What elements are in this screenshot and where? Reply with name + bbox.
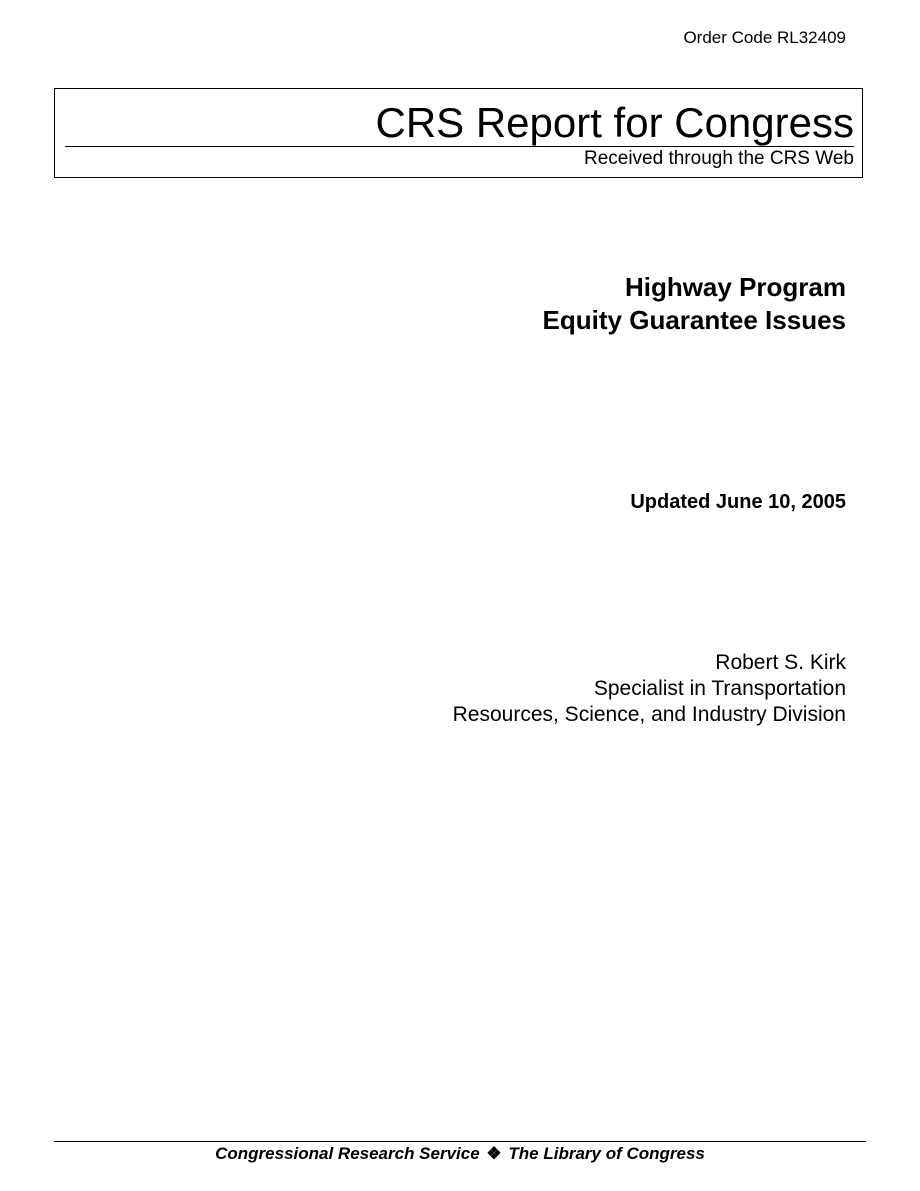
footer-library: The Library of Congress	[508, 1144, 705, 1163]
report-title-line-1: Highway Program	[624, 272, 846, 302]
header-title: CRS Report for Congress	[375, 99, 854, 146]
report-title	[543, 271, 846, 337]
footer-divider	[54, 1141, 866, 1142]
report-header-box	[54, 88, 863, 178]
header-divider	[65, 146, 854, 147]
footer-org: Congressional Research Service	[215, 1144, 480, 1163]
order-code: Order Code RL32409	[683, 28, 846, 47]
author-division: Resources, Science, and Industry Division	[452, 703, 846, 726]
updated-date: Updated June 10, 2005	[630, 491, 846, 513]
diamond-separator-icon: ❖	[486, 1144, 502, 1163]
footer	[54, 1143, 866, 1165]
author-block	[453, 650, 846, 728]
report-title-line-2: Equity Guarantee Issues	[542, 305, 846, 335]
author-position: Specialist in Transportation	[593, 677, 846, 700]
author-name: Robert S. Kirk	[715, 651, 846, 674]
header-subtitle: Received through the CRS Web	[583, 148, 854, 169]
